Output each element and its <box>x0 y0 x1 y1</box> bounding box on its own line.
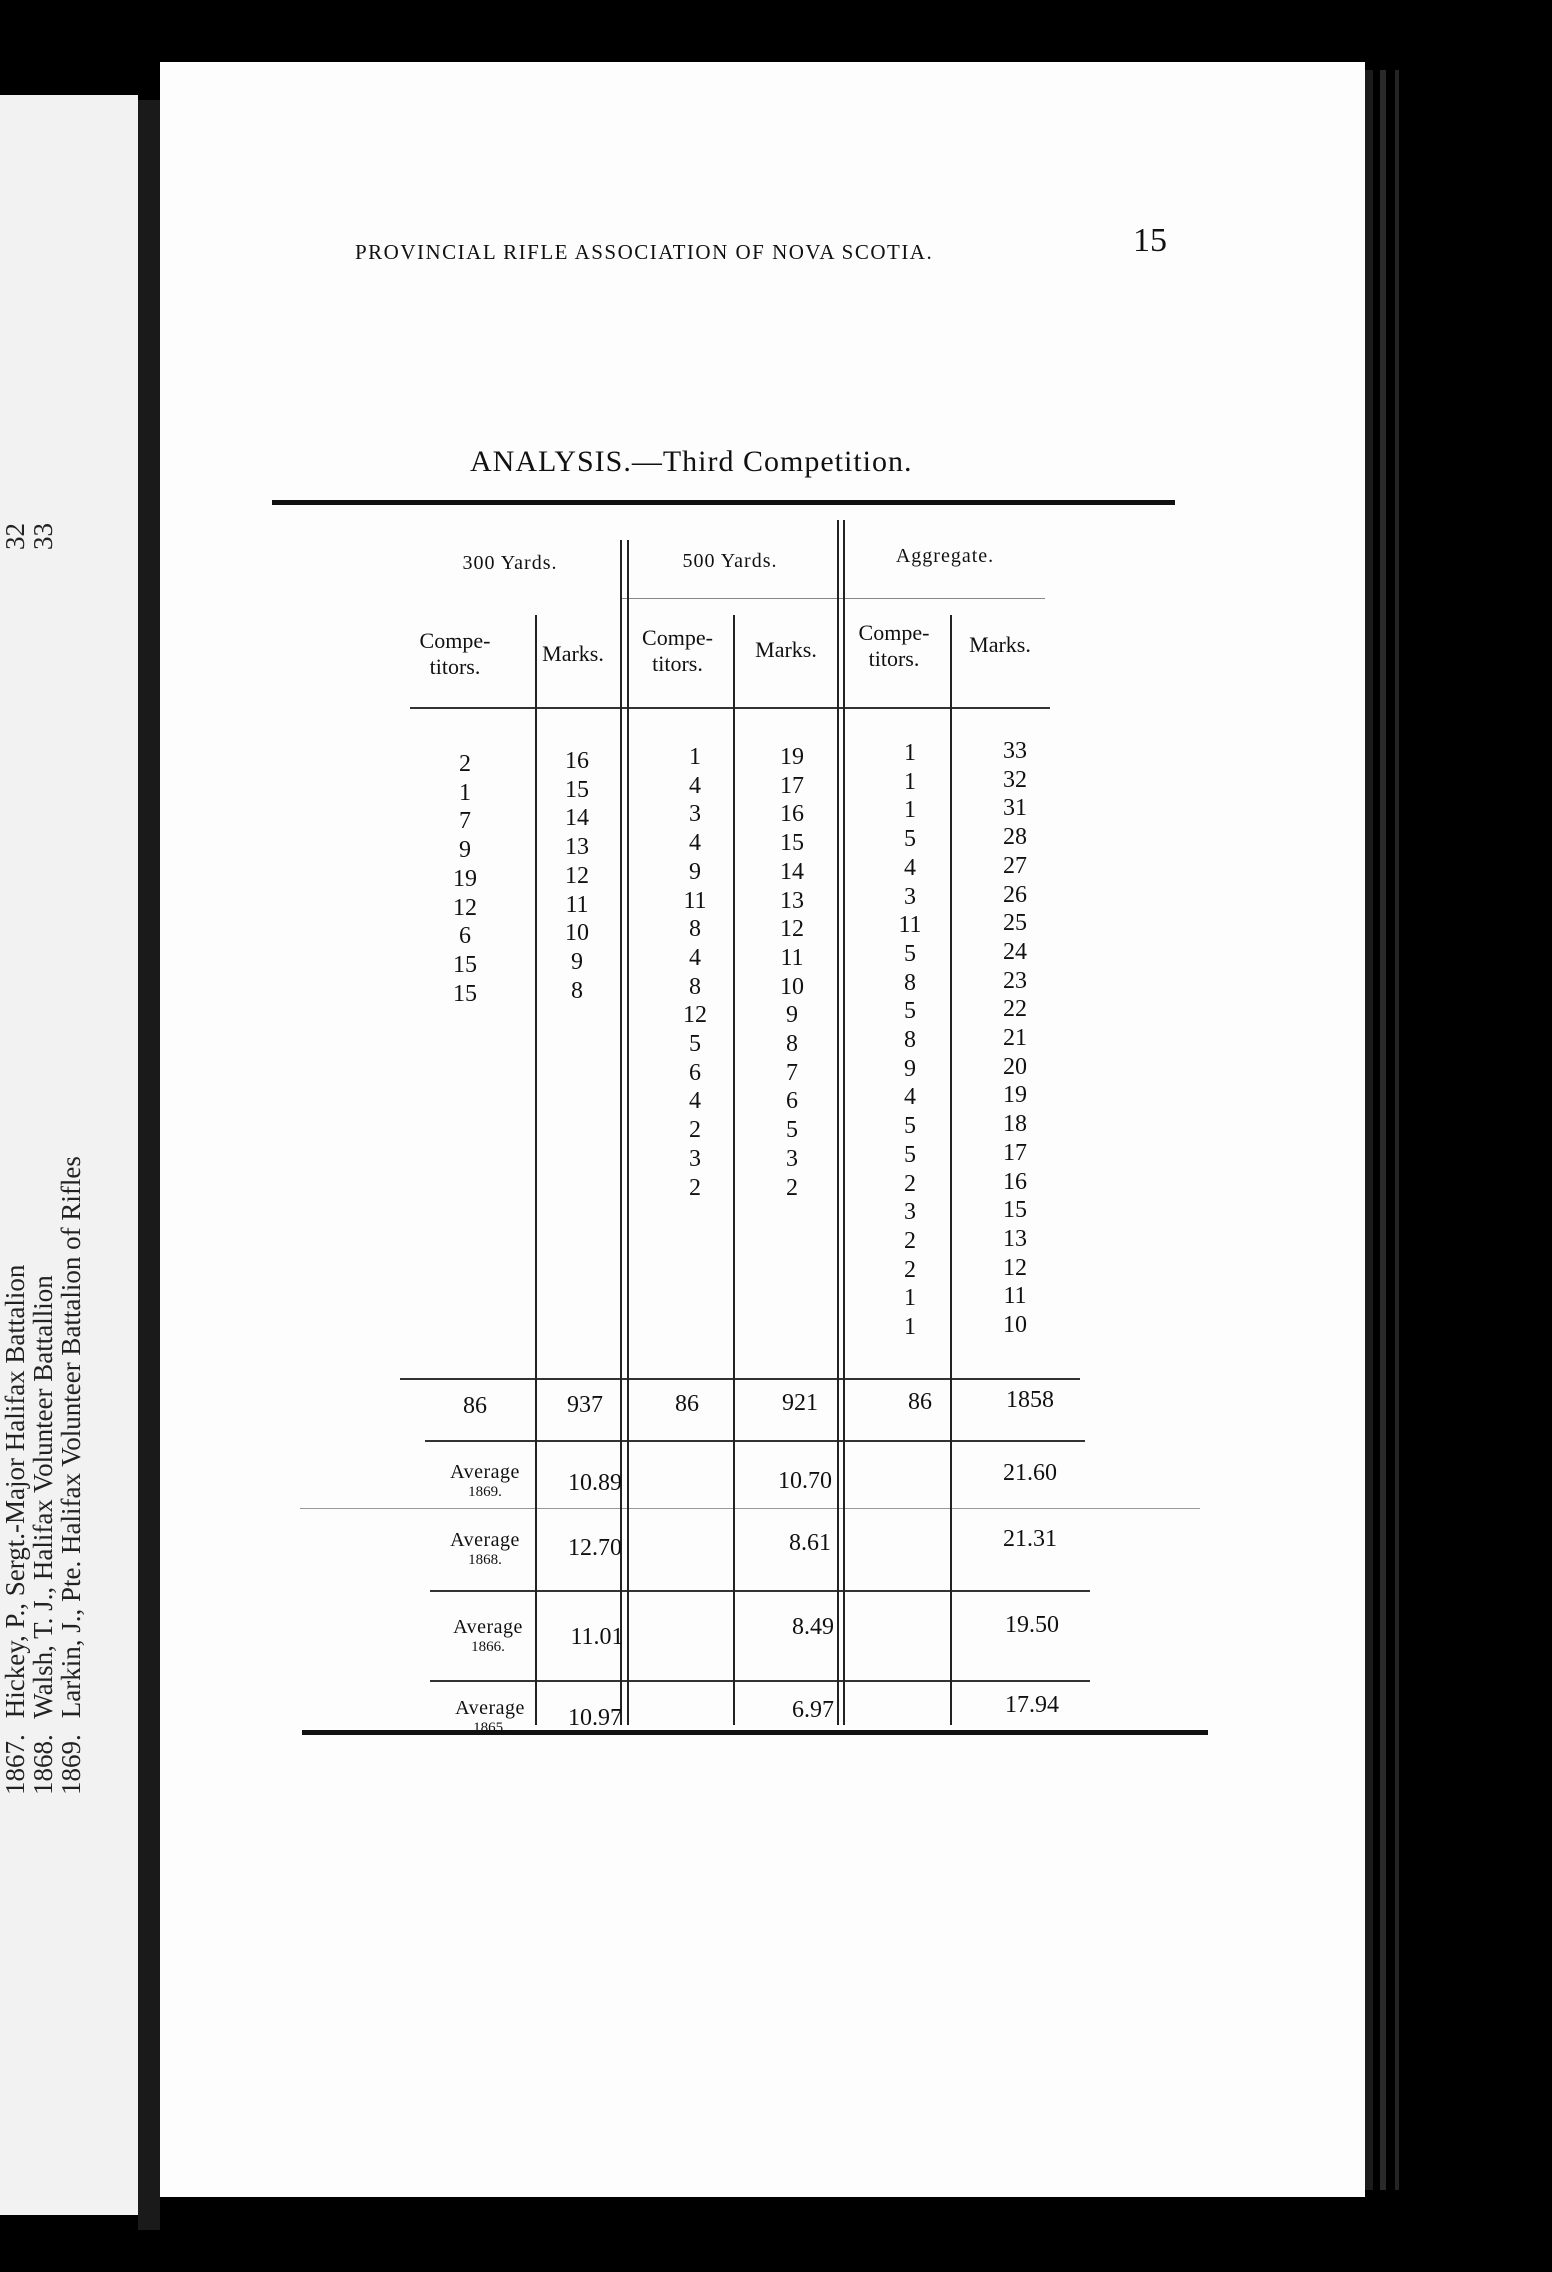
page-edge <box>1365 70 1373 2190</box>
average-marks-aggregate: 19.50 <box>1005 1612 1059 1638</box>
table-cell: 9 <box>689 858 701 885</box>
table-cell: 13 <box>565 834 589 861</box>
previous-page-line <box>28 523 59 1795</box>
table-cell: 16 <box>1003 1168 1027 1195</box>
table-cell: 1 <box>904 1285 916 1312</box>
table-cell: 9 <box>786 1002 798 1029</box>
table-cell: 13 <box>1003 1225 1027 1252</box>
table-cell: 14 <box>565 805 589 832</box>
subheader-marks-aggregate: Marks. <box>969 632 1031 657</box>
table-cell: 1 <box>689 744 701 770</box>
table-cell: 17 <box>1003 1139 1027 1166</box>
table-cell: 1 <box>904 1314 916 1341</box>
table-cell: 4 <box>689 1088 701 1115</box>
table-cell: 6 <box>689 1059 701 1086</box>
prev-entry: Hickey, P., Sergt.-Major Halifax Battalion <box>0 1264 30 1719</box>
table-cell: 26 <box>1003 881 1027 908</box>
table-cell: 15 <box>565 776 589 803</box>
table-cell: 11 <box>683 887 707 914</box>
column-divider <box>950 615 952 1725</box>
average-year: 1868. <box>468 1552 502 1568</box>
average-marks-500: 10.70 <box>778 1468 832 1494</box>
page-number: 15 <box>1133 222 1167 259</box>
table-cell: 8 <box>786 1031 798 1058</box>
column-competitors-300 <box>425 750 505 1008</box>
table-cell: 5 <box>904 826 916 853</box>
table-cell: 1 <box>904 797 916 824</box>
average-marks-300: 11.01 <box>570 1624 624 1650</box>
page-edge <box>1380 70 1386 2190</box>
table-cell: 6 <box>459 923 471 950</box>
table-cell: 19 <box>780 744 804 770</box>
table-cell: 27 <box>1003 852 1027 879</box>
prev-year: 1868. <box>28 1734 58 1795</box>
table-cell: 33 <box>1003 738 1027 764</box>
group-divider <box>620 598 1045 599</box>
table-cell: 11 <box>1003 1283 1027 1310</box>
table-title: ANALYSIS.—Third Competition. <box>470 445 913 478</box>
table-cell: 16 <box>565 748 589 774</box>
total-marks-300: 937 <box>567 1392 603 1418</box>
totals-top-rule <box>400 1378 1080 1380</box>
table-cell: 3 <box>904 883 916 910</box>
table-cell: 32 <box>1003 766 1027 793</box>
table-cell: 2 <box>689 1174 701 1201</box>
average-word: Average <box>450 1529 520 1551</box>
average-year: 1869. <box>468 1484 502 1500</box>
table-cell: 8 <box>904 969 916 996</box>
table-cell: 5 <box>904 940 916 967</box>
table-cell: 8 <box>571 977 583 1004</box>
table-cell: 4 <box>904 1084 916 1111</box>
table-cell: 5 <box>904 1141 916 1168</box>
subheader-rule <box>410 707 1050 709</box>
table-cell: 3 <box>689 801 701 828</box>
table-cell: 7 <box>459 808 471 835</box>
table-cell: 11 <box>898 912 922 939</box>
table-cell: 3 <box>904 1199 916 1226</box>
average-marks-300: 10.97 <box>568 1705 622 1731</box>
average-marks-300: 10.89 <box>568 1470 622 1496</box>
table-cell: 7 <box>786 1059 798 1086</box>
table-cell: 18 <box>1003 1111 1027 1138</box>
total-marks-500: 921 <box>782 1390 818 1416</box>
table-cell: 14 <box>780 858 804 885</box>
group-header-300: 300 Yards. <box>462 552 558 574</box>
total-competitors-aggregate: 86 <box>908 1389 932 1415</box>
table-cell: 20 <box>1003 1053 1027 1080</box>
table-cell: 8 <box>904 1027 916 1054</box>
table-cell: 11 <box>565 891 589 918</box>
table-cell: 9 <box>904 1055 916 1082</box>
table-cell: 5 <box>904 998 916 1025</box>
column-marks-300 <box>537 747 617 1005</box>
average-label <box>425 1462 545 1502</box>
average-year: 1866. <box>471 1639 505 1655</box>
previous-page-line <box>56 1156 87 1795</box>
table-cell: 11 <box>780 944 804 971</box>
table-cell: 25 <box>1003 910 1027 937</box>
avg-rule <box>430 1680 1090 1682</box>
subheader-marks-300: Marks. <box>542 641 604 666</box>
average-word: Average <box>450 1461 520 1483</box>
table-cell: 22 <box>1003 996 1027 1023</box>
table-cell: 31 <box>1003 795 1027 822</box>
average-word: Average <box>453 1616 523 1638</box>
table-cell: 4 <box>689 772 701 799</box>
table-cell: 3 <box>689 1145 701 1172</box>
table-cell: 2 <box>904 1170 916 1197</box>
table-cell: 5 <box>689 1031 701 1058</box>
prev-year: 1869. <box>56 1734 86 1795</box>
table-cell: 1 <box>459 779 471 806</box>
table-cell: 4 <box>689 830 701 857</box>
average-marks-500: 8.61 <box>789 1530 831 1556</box>
group-header-aggregate: Aggregate. <box>895 545 995 567</box>
avg-rule <box>430 1590 1090 1592</box>
table-cell: 2 <box>459 751 471 777</box>
column-marks-aggregate <box>975 737 1055 1340</box>
average-marks-500: 8.49 <box>792 1614 834 1640</box>
table-cell: 23 <box>1003 967 1027 994</box>
prev-marks: 32 <box>0 523 30 550</box>
subheader-competitors-500: Compe- titors. <box>642 625 713 676</box>
table-cell: 12 <box>565 862 589 889</box>
table-cell: 9 <box>571 948 583 975</box>
table-cell: 9 <box>459 837 471 864</box>
table-cell: 6 <box>786 1088 798 1115</box>
subheader-marks-500: Marks. <box>755 637 817 662</box>
column-marks-500 <box>752 743 832 1202</box>
table-cell: 10 <box>565 920 589 947</box>
subheader-competitors-aggregate: Compe- titors. <box>858 620 930 671</box>
total-competitors-300: 86 <box>463 1393 487 1419</box>
table-cell: 1 <box>904 768 916 795</box>
table-cell: 15 <box>453 951 477 978</box>
prev-marks: 33 <box>28 523 58 550</box>
total-marks-aggregate: 1858 <box>1006 1387 1054 1413</box>
table-cell: 12 <box>683 1002 707 1029</box>
table-cell: 17 <box>780 772 804 799</box>
table-cell: 12 <box>780 916 804 943</box>
average-label <box>428 1617 548 1657</box>
average-marks-500: 6.97 <box>792 1697 834 1723</box>
table-cell: 21 <box>1003 1025 1027 1052</box>
group-header-500: 500 Yards. <box>682 550 778 572</box>
table-top-rule <box>272 500 1175 505</box>
table-cell: 13 <box>780 887 804 914</box>
table-cell: 4 <box>689 944 701 971</box>
table-cell: 8 <box>689 973 701 1000</box>
average-marks-aggregate: 17.94 <box>1005 1692 1059 1718</box>
average-label <box>430 1698 550 1738</box>
book-binding <box>138 100 160 2230</box>
table-cell: 5 <box>786 1117 798 1144</box>
table-cell: 10 <box>1003 1312 1027 1339</box>
prev-entry: Walsh, T. J., Halifax Volunteer Battallion <box>28 1275 58 1719</box>
table-cell: 16 <box>780 801 804 828</box>
table-cell: 15 <box>1003 1197 1027 1224</box>
average-year: 1865. <box>473 1720 507 1736</box>
avg-rule <box>300 1508 1200 1509</box>
table-cell: 2 <box>689 1117 701 1144</box>
column-competitors-500 <box>655 743 735 1202</box>
subheader-competitors-300: Compe- titors. <box>419 628 491 679</box>
table-cell: 5 <box>904 1113 916 1140</box>
table-cell: 2 <box>904 1227 916 1254</box>
prev-year: 1867. <box>0 1734 30 1795</box>
average-marks-aggregate: 21.31 <box>1003 1526 1057 1552</box>
table-cell: 12 <box>453 894 477 921</box>
table-cell: 12 <box>1003 1254 1027 1281</box>
table-cell: 10 <box>780 973 804 1000</box>
prev-entry: Larkin, J., Pte. Halifax Volunteer Battalion of Rifles <box>56 1156 86 1719</box>
table-cell: 15 <box>780 830 804 857</box>
table-cell: 24 <box>1003 938 1027 965</box>
totals-bottom-rule <box>425 1440 1085 1442</box>
average-marks-aggregate: 21.60 <box>1003 1460 1057 1486</box>
table-cell: 2 <box>786 1174 798 1201</box>
table-cell: 8 <box>689 916 701 943</box>
table-cell: 19 <box>453 865 477 892</box>
average-word: Average <box>455 1697 525 1719</box>
average-label <box>425 1530 545 1570</box>
previous-page-line <box>0 523 31 1795</box>
table-cell: 2 <box>904 1256 916 1283</box>
column-competitors-aggregate <box>870 739 950 1342</box>
total-competitors-500: 86 <box>675 1391 699 1417</box>
previous-page-fragment <box>0 95 138 2215</box>
table-cell: 1 <box>904 740 916 766</box>
table-cell: 3 <box>786 1145 798 1172</box>
table-cell: 19 <box>1003 1082 1027 1109</box>
table-cell: 15 <box>453 980 477 1007</box>
table-cell: 4 <box>904 854 916 881</box>
page-edge <box>1395 70 1399 2190</box>
average-marks-300: 12.70 <box>568 1535 622 1561</box>
running-head: PROVINCIAL RIFLE ASSOCIATION OF NOVA SCOTIA. <box>355 240 934 264</box>
table-cell: 28 <box>1003 824 1027 851</box>
